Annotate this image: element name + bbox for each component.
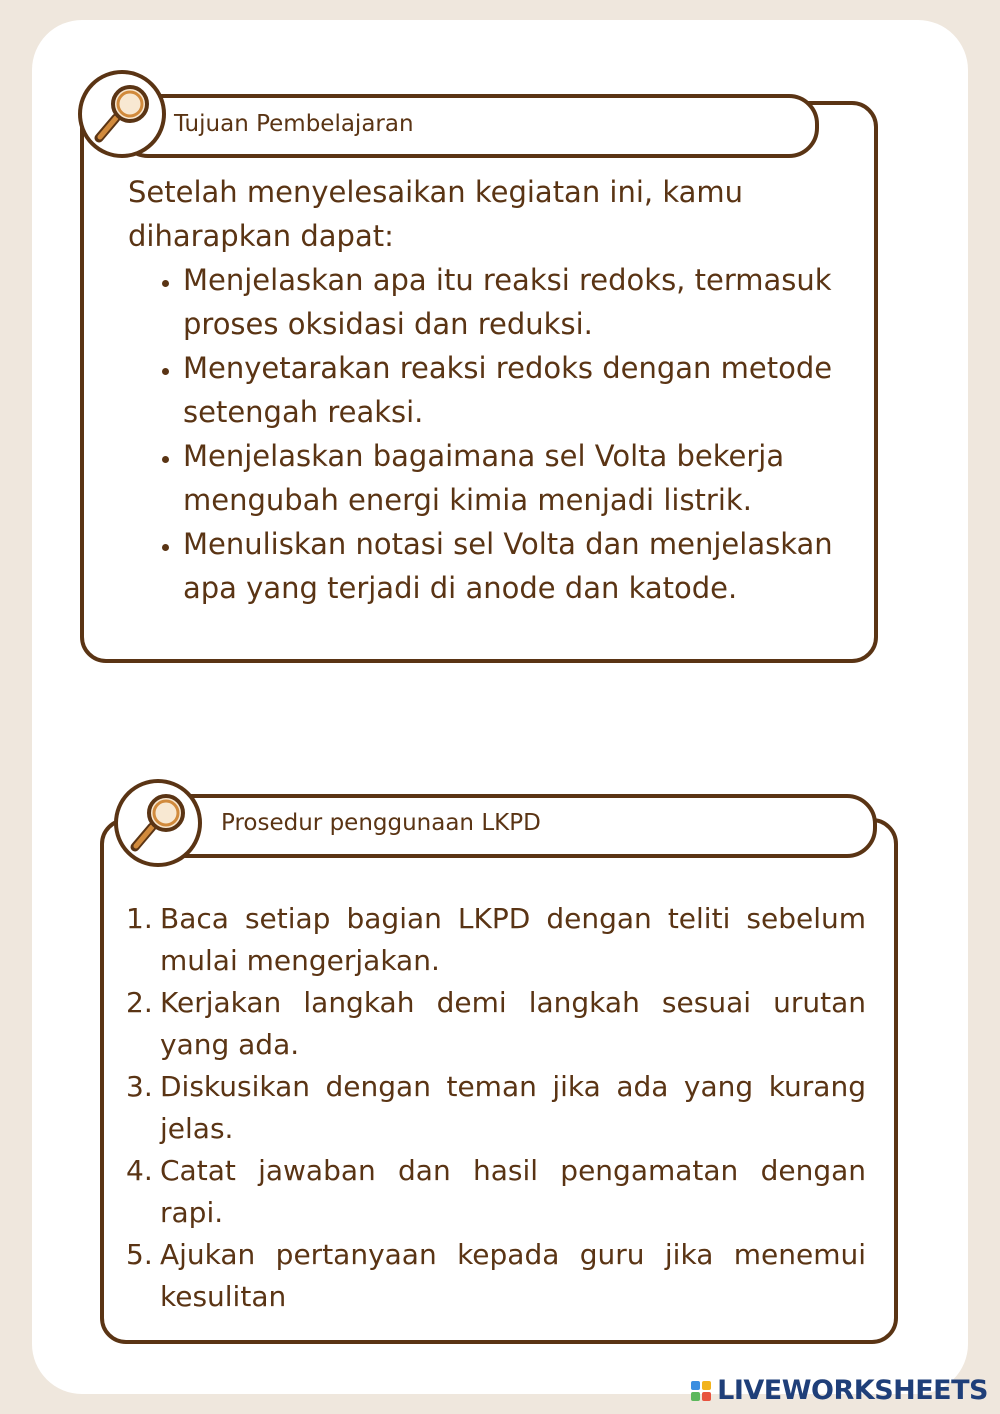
objectives-list <box>128 258 868 610</box>
procedure-header: Prosedur penggunaan LKPD <box>221 810 541 836</box>
brand-text: LIVEWORKSHEETS <box>717 1375 988 1406</box>
list-item <box>126 982 866 1066</box>
objectives-header: Tujuan Pembelajaran <box>174 111 414 137</box>
step-number: 5. <box>126 1238 153 1271</box>
step-text: Diskusikan dengan teman jika ada yang kurang jelas. <box>160 1070 866 1145</box>
magnifying-glass-icon <box>78 70 166 158</box>
step-text: Ajukan pertanyaan kepada guru jika menemui kesulitan <box>160 1238 866 1313</box>
list-item <box>126 1066 866 1150</box>
step-number: 1. <box>126 902 153 935</box>
step-number: 3. <box>126 1070 153 1103</box>
step-text: Kerjakan langkah demi langkah sesuai urutan yang ada. <box>160 986 866 1061</box>
list-item: • Menjelaskan apa itu reaksi redoks, termasuk proses oksidasi dan reduksi. <box>183 258 868 346</box>
step-number: 4. <box>126 1154 153 1187</box>
liveworksheets-logo-icon <box>691 1381 711 1401</box>
procedure-steps <box>126 898 866 1318</box>
objectives-intro: Setelah menyelesaikan kegiatan ini, kamu diharapkan dapat: <box>128 175 744 253</box>
list-item <box>126 898 866 982</box>
step-text: Baca setiap bagian LKPD dengan teliti sebelum mulai mengerjakan. <box>160 902 866 977</box>
list-item: • Menjelaskan bagaimana sel Volta bekerja mengubah energi kimia menjadi listrik. <box>183 434 868 522</box>
list-item <box>126 1150 866 1234</box>
list-item: • Menuliskan notasi sel Volta dan menjelaskan apa yang terjadi di anode dan katode. <box>183 522 868 610</box>
list-item <box>126 1234 866 1318</box>
list-item: • Menyetarakan reaksi redoks dengan metode setengah reaksi. <box>183 346 868 434</box>
step-number: 2. <box>126 986 153 1019</box>
step-text: Catat jawaban dan hasil pengamatan dengan rapi. <box>160 1154 866 1229</box>
liveworksheets-logo[interactable] <box>691 1375 988 1406</box>
magnifying-glass-icon <box>114 779 202 867</box>
